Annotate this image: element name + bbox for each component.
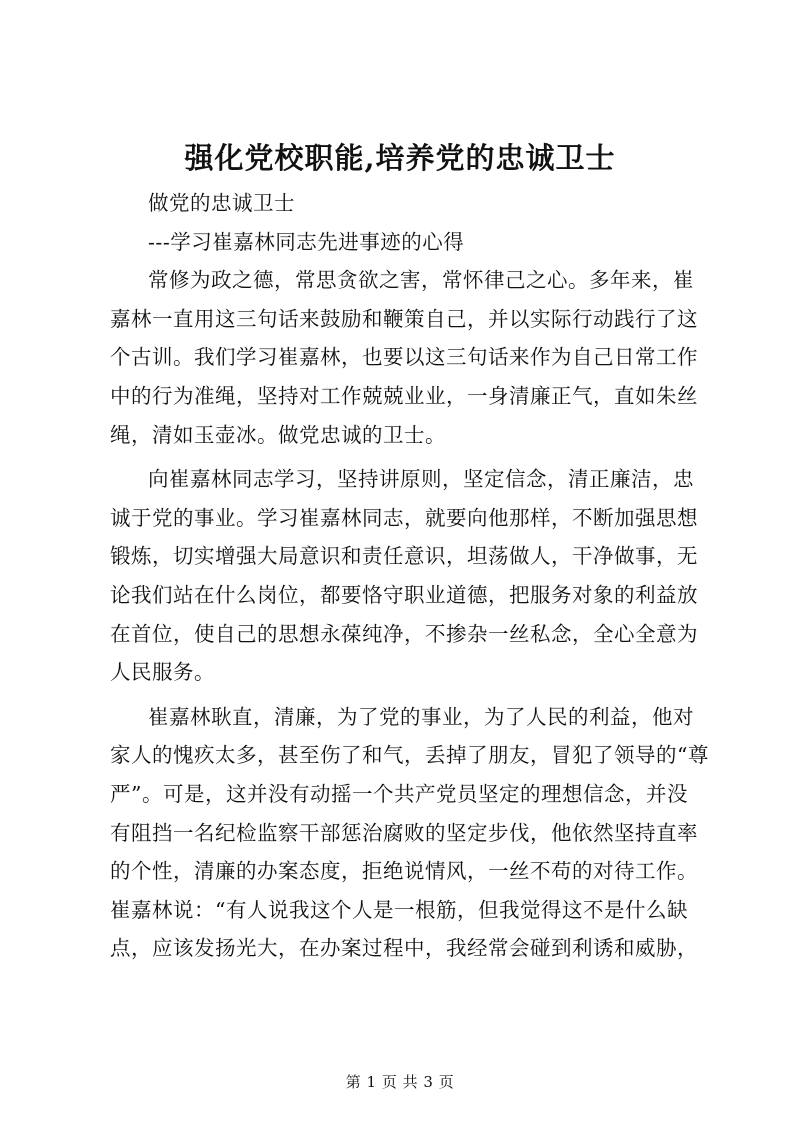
body-line: 做党的忠诚卫士 — [148, 191, 295, 215]
body-line: 有阻挡一名纪检监察干部惩治腐败的坚定步伐，他依然坚持直率 — [110, 820, 698, 845]
body-line: 严”。可是，这并没有动摇一个共产党员坚定的理想信念，并没 — [110, 781, 688, 806]
body-line: 在首位，使自己的思想永葆纯净，不掺杂一丝私念，全心全意为 — [110, 621, 698, 646]
body-line: 崔嘉林耿直，清廉，为了党的事业，为了人民的利益，他对 — [148, 704, 694, 729]
body-line: 人民服务。 — [110, 660, 215, 685]
body-line: 崔嘉林说：“有人说我这个人是一根筋，但我觉得这不是什么缺 — [110, 897, 688, 922]
body-line: 中的行为准绳，坚持对工作兢兢业业，一身清廉正气，直如朱丝 — [110, 383, 698, 408]
body-line: 绳，清如玉壶冰。做党忠诚的卫士。 — [110, 422, 446, 447]
body-line: 锻炼，切实增强大局意识和责任意识，坦荡做人，干净做事，无 — [110, 544, 698, 569]
body-line: 诚于党的事业。学习崔嘉林同志，就要向他那样，不断加强思想 — [110, 505, 698, 530]
body-line: 点，应该发扬光大，在办案过程中，我经常会碰到利诱和威胁， — [110, 936, 698, 961]
document-body — [110, 184, 709, 968]
body-line: 嘉林一直用这三句话来鼓励和鞭策自己，并以实际行动践行了这 — [110, 306, 698, 331]
body-line: 个古训。我们学习崔嘉林，也要以这三句话来作为自己日常工作 — [110, 345, 698, 370]
page-number-footer: 第 1 页 共 3 页 — [345, 1073, 455, 1091]
body-line: 家人的愧疚太多，甚至伤了和气，丢掉了朋友，冒犯了领导的“尊 — [110, 743, 709, 768]
body-line: 论我们站在什么岗位，都要恪守职业道德，把服务对象的利益放 — [110, 582, 698, 607]
document-title: 强化党校职能,培养党的忠诚卫士 — [184, 141, 616, 175]
body-line: ---学习崔嘉林同志先进事迹的心得 — [148, 229, 465, 254]
body-line: 的个性，清廉的办案态度，拒绝说情风，一丝不苟的对待工作。 — [110, 859, 698, 884]
body-line: 向崔嘉林同志学习，坚持讲原则，坚定信念，清正廉洁，忠 — [148, 467, 694, 492]
body-line: 常修为政之德，常思贪欲之害，常怀律己之心。多年来，崔 — [148, 268, 694, 293]
